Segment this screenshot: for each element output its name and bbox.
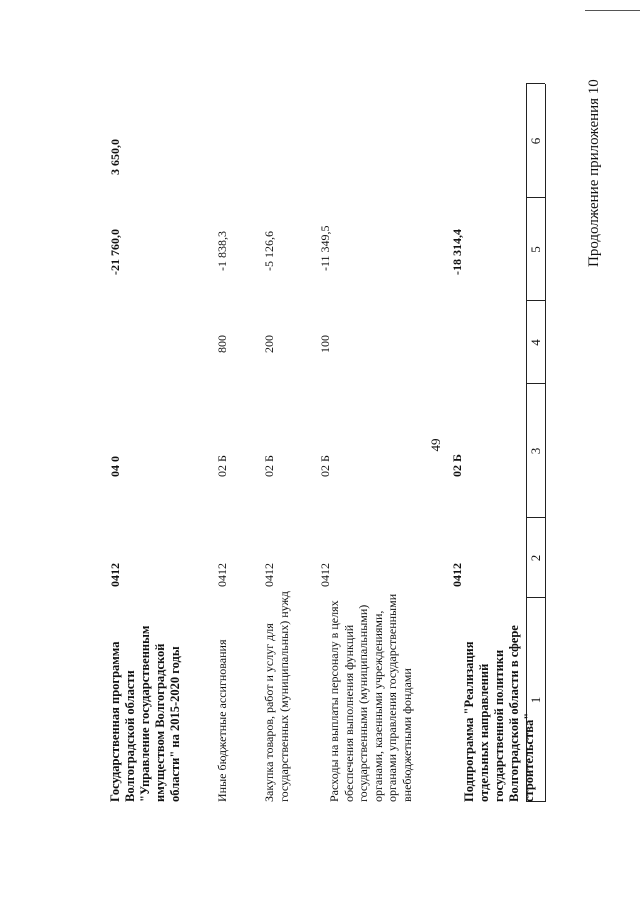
column-number-4: 4 (528, 339, 543, 346)
row-2-section: 0412 (318, 563, 332, 587)
page-number: 49 (428, 438, 443, 452)
column-number-2: 2 (528, 554, 543, 562)
row-2-name: Расходы на выплаты персоналу в целях обеспечения выполнения функций государственными (муниципальными) органами, казенными учреждениями, органами управления государственными внебюджетными фондами (327, 593, 414, 802)
row-4-expense-type: 800 (215, 335, 229, 353)
row-4-section: 0412 (215, 563, 229, 587)
row-3-expense-type: 200 (262, 335, 276, 353)
column-number-5: 5 (528, 246, 543, 253)
row-4-target: 02 Б (215, 455, 229, 477)
row-4-value5: -1 838,3 (215, 231, 229, 271)
table-top-border (545, 84, 546, 802)
row-5-target: 04 0 (108, 456, 122, 477)
row-5-section: 0412 (108, 563, 122, 587)
column-number-1: 1 (528, 696, 543, 704)
row-3-name: Закупка товаров, работ и услуг для государственных (муниципальных) нужд (262, 591, 291, 802)
row-3-section: 0412 (262, 563, 276, 587)
row-1-name: Подпрограмма "Реализация отдельных направлений государственной политики Волгоградской области в сфере строительства" (462, 625, 536, 802)
row-5-value5: -21 760,0 (108, 229, 122, 275)
row-2-value5: -11 349,5 (318, 225, 332, 271)
row-4-name: Иные бюджетные ассигнования (215, 639, 229, 802)
row-5-value6: 3 650,0 (108, 139, 122, 175)
row-1-section: 0412 (450, 563, 464, 587)
row-1-target: 02 Б (450, 454, 464, 477)
column-number-6: 6 (528, 137, 543, 145)
row-2-expense-type: 100 (318, 335, 332, 353)
row-2-target: 02 Б (318, 455, 332, 477)
continuation-label: Продолжение приложения 10 (586, 79, 602, 267)
row-3-value5: -5 126,6 (262, 231, 276, 271)
row-1-value5: -18 314,4 (450, 229, 464, 275)
row-3-target: 02 Б (262, 455, 276, 477)
column-number-3: 3 (528, 447, 543, 455)
row-5-name: Государственная программа Волгоградской области "Управление государственным имуществом Волгоградской области" на 2015-2020 годы (108, 625, 182, 802)
